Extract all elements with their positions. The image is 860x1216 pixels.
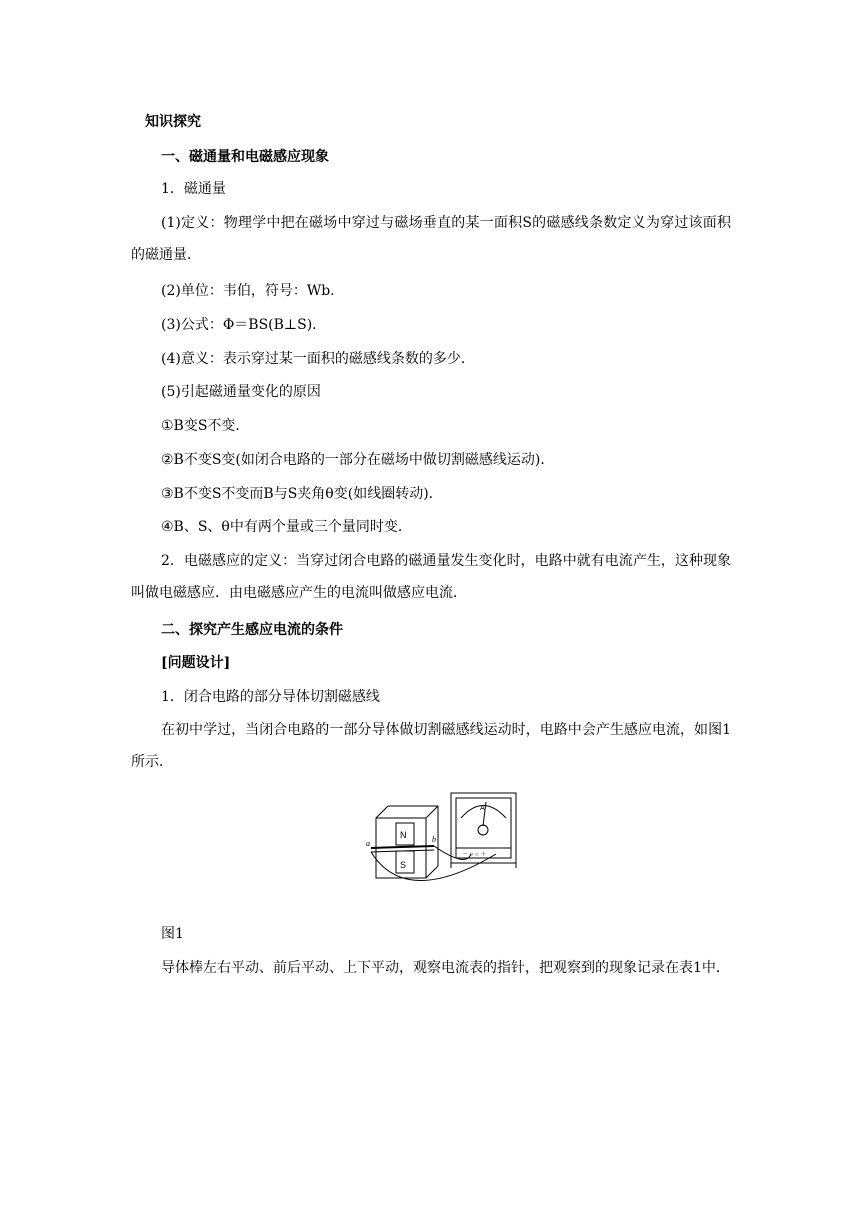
ammeter-terminals-label: － ○ ○ ＋	[462, 852, 487, 858]
cause-4: ④B、S、θ中有两个量或三个量同时变．	[161, 519, 412, 535]
south-pole-label: S	[400, 860, 407, 870]
cause-1: ①B变S不变．	[161, 418, 250, 434]
meaning-line: (4)意义：表示穿过某一面积的磁感线条数的多少．	[161, 351, 475, 367]
conductor-rod	[371, 846, 434, 848]
rod-end-b-label: b	[432, 835, 436, 844]
problem-label: [问题设计]	[161, 655, 231, 671]
figure-1-illustration	[366, 788, 536, 908]
cause-line: (5)引起磁通量变化的原因	[161, 384, 321, 400]
item-1-magnetic-flux: 1．磁通量	[161, 181, 226, 197]
rod-end-a-label: a	[366, 839, 370, 848]
question-1-text: 在初中学过，当闭合电路的一部分导体做切割磁感线运动时，电路中会产生感应电流，如图1所示．	[131, 722, 731, 770]
figure-caption: 图1	[161, 926, 184, 942]
heading-1: 一、磁通量和电磁感应现象	[161, 149, 329, 165]
cause-2: ②B不变S变(如闭合电路的一部分在磁场中做切割磁感线运动)．	[161, 452, 555, 468]
heading-2: 二、探究产生感应电流的条件	[161, 622, 343, 638]
cause-3: ③B不变S不变而B与S夹角θ变(如线圈转动)．	[161, 486, 443, 502]
north-pole-label: N	[400, 830, 407, 840]
item-2-definition: 2．电磁感应的定义：当穿过闭合电路的磁通量发生变化时，电路中就有电流产生，这种现象叫做电磁感应．由电磁感应产生的电流叫做感应电流．	[131, 553, 731, 601]
after-figure-text: 导体棒左右平动、前后平动、上下平动，观察电流表的指针，把观察到的现象记录在表1中．	[161, 960, 730, 976]
ammeter-a-label: A	[480, 805, 485, 812]
section-title: 知识探究	[145, 114, 201, 130]
definition-paragraph: (1)定义：物理学中把在磁场中穿过与磁场垂直的某一面积S的磁感线条数定义为穿过该面积的磁通量．	[131, 215, 731, 263]
question-1: 1．闭合电路的部分导体切割磁感线	[161, 689, 380, 705]
formula-line: (3)公式：Φ＝BS(B⊥S)．	[161, 317, 327, 333]
unit-line: (2)单位：韦伯，符号：Wb.	[161, 283, 335, 299]
